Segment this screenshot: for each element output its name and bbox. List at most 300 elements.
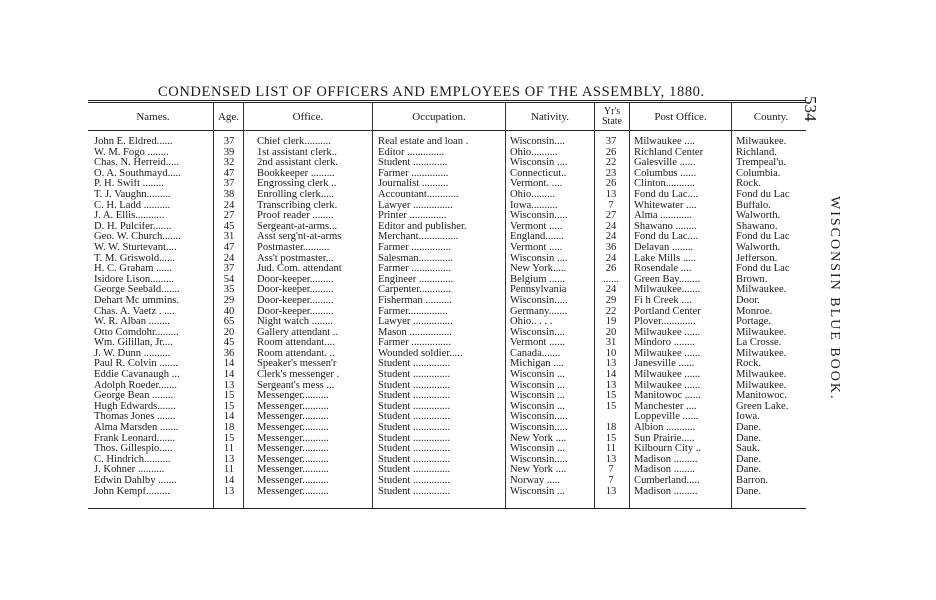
office-cell: Gallery attendant .. <box>257 327 339 338</box>
name-cell: Hugh Edwards....... <box>94 401 176 412</box>
post-office-column <box>634 137 730 497</box>
post-office-cell: Lake Mills ..... <box>634 253 697 264</box>
occupation-cell: Engineer ............. <box>378 274 454 285</box>
name-cell: Thos. Gillespio..... <box>94 444 173 455</box>
county-cell: Fond du Lac <box>736 264 790 275</box>
occupation-cell: Printer .............. <box>378 211 447 222</box>
nativity-cell: Germany....... <box>510 306 568 317</box>
name-cell: P. H. Swift ........ <box>94 179 164 190</box>
occupation-cell: Merchant............... <box>378 232 459 243</box>
occupation-cell: Student .............. <box>378 359 451 370</box>
post-office-cell: Whitewater .... <box>634 200 697 211</box>
occupation-cell: Editor and publisher. <box>378 221 467 232</box>
office-cell: Messenger.......... <box>257 423 329 434</box>
county-cell: Door. <box>736 295 760 306</box>
name-cell: Eddie Cavanaugh ... <box>94 370 180 381</box>
years-cell: 24 <box>605 232 617 243</box>
occupation-cell: Student .............. <box>378 401 451 412</box>
occupation-cell: Student .............. <box>378 486 451 497</box>
county-cell: Richland. <box>736 147 777 158</box>
years-cell: 26 <box>605 264 617 275</box>
name-cell: W. W. Sturtevant.... <box>94 242 177 253</box>
age-cell: 31 <box>223 232 235 243</box>
office-cell: Sergeant-at-arms... <box>257 221 338 232</box>
office-cell: Messenger.......... <box>257 465 329 476</box>
post-office-cell: Delavan ........ <box>634 242 694 253</box>
age-cell: 13 <box>223 454 235 465</box>
age-cell: 13 <box>223 380 235 391</box>
occupation-column <box>378 137 500 497</box>
county-cell: Trempeal'u. <box>736 158 787 169</box>
post-office-cell: Alma ............ <box>634 211 692 222</box>
occupation-cell: Lawyer ............... <box>378 317 453 328</box>
office-cell: Speaker's messen'r <box>257 359 337 370</box>
occupation-cell: Editor .............. <box>378 147 445 158</box>
years-cell: 7 <box>608 465 614 476</box>
occupation-cell: Farmer ............... <box>378 338 451 349</box>
name-cell: Isidore Lison......... <box>94 274 175 285</box>
post-office-cell: Columbus ...... <box>634 168 697 179</box>
nativity-cell: Iowa.......... <box>510 200 558 211</box>
county-cell: Green Lake. <box>736 401 789 412</box>
years-cell: 36 <box>605 242 617 253</box>
age-cell: 47 <box>223 168 235 179</box>
age-cell: 13 <box>223 486 235 497</box>
years-cell: 15 <box>605 391 617 402</box>
years-cell: 24 <box>605 221 617 232</box>
office-cell: Messenger.......... <box>257 401 329 412</box>
office-cell: Messenger.......... <box>257 433 329 444</box>
nativity-cell: Vermont ..... <box>510 242 563 253</box>
page-number: 534 <box>801 96 820 122</box>
years-cell <box>596 412 626 423</box>
post-office-cell: Manchester .... <box>634 401 697 412</box>
post-office-cell: Milwaukee ...... <box>634 370 701 381</box>
years-cell: 13 <box>605 486 617 497</box>
years-cell: 10 <box>605 348 617 359</box>
county-cell: Sauk. <box>736 444 760 455</box>
age-cell: 15 <box>223 401 235 412</box>
top-rule <box>88 100 806 101</box>
office-cell: Room attendant.... <box>257 338 335 349</box>
county-cell: Milwaukee. <box>736 137 787 147</box>
column-divider <box>372 103 373 508</box>
years-cell: 22 <box>605 306 617 317</box>
county-cell: Rock. <box>736 179 762 190</box>
county-cell: Fond du Lac <box>736 189 790 200</box>
office-cell: Room attendant. .. <box>257 348 335 359</box>
age-cell: 36 <box>223 348 235 359</box>
years-cell: 19 <box>605 317 617 328</box>
name-cell: T. M. Griswold...... <box>94 253 176 264</box>
years-cell: 20 <box>605 327 617 338</box>
age-cell: 39 <box>223 147 235 158</box>
county-cell: Fond du Lac <box>736 232 790 243</box>
years-cell: 18 <box>605 423 617 434</box>
post-office-cell: Milwaukee ...... <box>634 380 701 391</box>
name-cell: Adolph Roeder....... <box>94 380 177 391</box>
occupation-cell: Real estate and loan . <box>378 137 469 147</box>
name-cell: J. W. Dunn .......... <box>94 348 171 359</box>
nativity-cell: Wisconsin ... <box>510 401 565 412</box>
running-head: WISCONSIN BLUE BOOK. <box>827 196 842 401</box>
age-cell: 11 <box>223 465 235 476</box>
county-cell: Dane. <box>736 433 761 444</box>
occupation-cell: Student .............. <box>378 465 451 476</box>
post-office-cell: Milwaukee .... <box>634 137 695 147</box>
name-cell: Otto Comdohr......... <box>94 327 179 338</box>
county-cell: Milwaukee. <box>736 380 787 391</box>
office-cell: Enrolling clerk..... <box>257 189 335 200</box>
occupation-cell: Farmer ............... <box>378 242 451 253</box>
office-cell: Door-keeper......... <box>257 306 334 317</box>
age-cell: 14 <box>223 359 235 370</box>
nativity-cell: Belgium ...... <box>510 274 566 285</box>
county-cell: Walworth. <box>736 211 781 222</box>
age-cell: 37 <box>223 264 235 275</box>
age-cell: 37 <box>223 137 235 147</box>
name-cell: W. M. Fogo ........ <box>94 147 169 158</box>
post-office-cell: Milwaukee ...... <box>634 327 701 338</box>
years-cell: 13 <box>605 189 617 200</box>
nativity-cell: Wisconsin ... <box>510 486 565 497</box>
age-cell: 18 <box>223 423 235 434</box>
county-cell: Milwaukee. <box>736 370 787 381</box>
name-cell: George Bean ........ <box>94 391 174 402</box>
occupation-cell: Student ............. <box>378 158 448 169</box>
years-cell: 24 <box>605 285 617 296</box>
nativity-cell: Wisconsin .... <box>510 253 568 264</box>
header-rule <box>88 130 806 131</box>
name-cell: Geo. W. Church....... <box>94 232 181 243</box>
age-cell: 45 <box>223 221 235 232</box>
post-office-cell: Portland Center <box>634 306 701 317</box>
nativity-cell: Wisconsin..... <box>510 454 568 465</box>
header-occupation: Occupation. <box>412 111 466 123</box>
name-cell: W. R. Alban ........ <box>94 317 170 328</box>
occupation-cell: Student .............. <box>378 412 451 423</box>
age-cell: 32 <box>223 158 235 169</box>
occupation-cell: Carpenter............ <box>378 285 451 296</box>
age-cell: 15 <box>223 433 235 444</box>
occupation-cell: Mason ................ <box>378 327 452 338</box>
post-office-cell: Sun Prairie..... <box>634 433 695 444</box>
post-office-cell: Plover............. <box>634 317 696 328</box>
name-cell: Frank Leonard....... <box>94 433 176 444</box>
office-cell: Postmaster.......... <box>257 242 330 253</box>
nativity-cell: New York .... <box>510 465 567 476</box>
office-cell: Proof reader ........ <box>257 211 334 222</box>
office-cell: Chief clerk.......... <box>257 137 331 147</box>
occupation-cell: Fisherman .......... <box>378 295 452 306</box>
occupation-cell: Farmer............... <box>378 306 448 317</box>
county-cell: Milwaukee. <box>736 327 787 338</box>
occupation-cell: Student .............. <box>378 370 451 381</box>
nativity-cell: New York..... <box>510 264 567 275</box>
nativity-cell: England....... <box>510 232 564 243</box>
post-office-cell: Janesville ...... <box>634 359 695 370</box>
occupation-cell: Student .............. <box>378 433 451 444</box>
post-office-cell: Shawano ........ <box>634 221 697 232</box>
name-cell: H. C. Graham ...... <box>94 264 172 275</box>
nativity-cell: Vermont. .... <box>510 179 563 190</box>
years-cell: 26 <box>605 179 617 190</box>
nativity-cell: Wisconsin ... <box>510 370 565 381</box>
name-cell: Chas. N. Herreid..... <box>94 158 180 169</box>
age-cell: 38 <box>223 189 235 200</box>
nativity-cell: Wisconsin..... <box>510 295 568 306</box>
office-cell: Clerk's messenger . <box>257 370 340 381</box>
office-cell: Messenger.......... <box>257 412 329 423</box>
age-cell: 14 <box>223 370 235 381</box>
occupation-cell: Student .............. <box>378 454 451 465</box>
column-divider <box>731 103 732 508</box>
post-office-cell: Madison ........ <box>634 465 695 476</box>
name-cell: C. Hindrich.......... <box>94 454 171 465</box>
age-cell: 47 <box>223 242 235 253</box>
years-cell: 7 <box>608 476 614 486</box>
nativity-cell: Wisconsin .... <box>510 158 568 169</box>
county-cell: Buffalo. <box>736 200 771 211</box>
occupation-cell: Student .............. <box>378 423 451 434</box>
office-cell: Door-keeper......... <box>257 295 334 306</box>
nativity-cell: Wisconsin.... <box>510 137 565 147</box>
name-cell: John E. Eldred...... <box>94 137 173 147</box>
name-cell: George Seebald....... <box>94 285 180 296</box>
post-office-cell: Mindoro ........ <box>634 338 695 349</box>
name-cell: D. H. Pulcifer....... <box>94 221 172 232</box>
occupation-cell: Journalist .......... <box>378 179 449 190</box>
age-cell: 27 <box>223 211 235 222</box>
office-cell: Sergeant's mess ... <box>257 380 335 391</box>
names-column <box>94 137 214 497</box>
years-cell: 14 <box>605 370 617 381</box>
county-cell: Brown. <box>736 274 768 285</box>
years-cell: 22 <box>605 158 617 169</box>
years-cell: 23 <box>605 168 617 179</box>
header-county: County. <box>753 111 789 123</box>
office-column <box>257 137 369 497</box>
nativity-cell: Wisconsin..... <box>510 423 568 434</box>
county-cell: Jefferson. <box>736 253 778 264</box>
nativity-cell: Connecticut.. <box>510 168 567 179</box>
county-cell: Walworth. <box>736 242 781 253</box>
office-cell: Messenger.......... <box>257 391 329 402</box>
years-cell: 37 <box>605 137 617 147</box>
office-cell: Night watch ........ <box>257 317 333 328</box>
post-office-cell: Fi h Creek .... <box>634 295 692 306</box>
office-cell: Bookkeeper ......... <box>257 168 335 179</box>
nativity-cell: Wisconsin.... <box>510 327 565 338</box>
nativity-cell: Ohio.. . . . <box>510 317 553 328</box>
age-cell: 14 <box>223 412 235 423</box>
post-office-cell: Galesville ...... <box>634 158 696 169</box>
occupation-cell: Salesman............. <box>378 253 454 264</box>
post-office-cell: Kilbourn City .. <box>634 444 702 455</box>
age-column <box>218 137 240 497</box>
header-nativity: Nativity. <box>530 111 570 123</box>
years-cell: 15 <box>605 433 617 444</box>
occupation-cell: Farmer ............... <box>378 264 451 275</box>
post-office-cell: Fond du Lac.... <box>634 189 699 200</box>
office-cell: 1st assistant clerk.. <box>257 147 338 158</box>
county-column <box>736 137 812 497</box>
years-cell: 26 <box>605 147 617 158</box>
office-cell: Door-keeper......... <box>257 285 334 296</box>
post-office-cell: Albion ........... <box>634 423 696 434</box>
header-office: Office. <box>292 111 324 123</box>
county-cell: La Crosse. <box>736 338 782 349</box>
name-cell: Edwin Dahlby ....... <box>94 476 177 486</box>
occupation-cell: Student .............. <box>378 380 451 391</box>
name-cell: John Kempf......... <box>94 486 170 497</box>
office-cell: Messenger.......... <box>257 454 329 465</box>
post-office-cell: Green Bay........ <box>634 274 701 285</box>
county-cell: Rock. <box>736 359 762 370</box>
years-cell: 13 <box>605 380 617 391</box>
office-cell: Engrossing clerk .. <box>257 179 337 190</box>
post-office-cell: Loppeville ...... <box>634 412 699 423</box>
county-cell: Milwaukee. <box>736 348 787 359</box>
age-cell: 20 <box>223 327 235 338</box>
years-cell: 11 <box>605 444 617 455</box>
nativity-cell: Wisconsin ... <box>510 380 565 391</box>
office-cell: Jud. Com. attendant <box>257 264 342 275</box>
header-age: Age. <box>217 111 240 123</box>
occupation-cell: Wounded soldier..... <box>378 348 463 359</box>
name-cell: O. A. Southmayd..... <box>94 168 181 179</box>
years-cell: 24 <box>605 253 617 264</box>
county-cell: Manitowoc. <box>736 391 787 402</box>
name-cell: Wm. Gilillan, Jr.... <box>94 338 173 349</box>
office-cell: Ass't postmaster... <box>257 253 334 264</box>
nativity-cell: Pennsylvania <box>510 285 567 296</box>
years-cell: 7 <box>608 200 614 211</box>
bottom-rule <box>88 508 806 509</box>
nativity-cell: New York .... <box>510 433 567 444</box>
header-names: Names. <box>136 111 170 123</box>
county-cell: Columbia. <box>736 168 781 179</box>
age-cell: 11 <box>223 444 235 455</box>
nativity-cell: Norway ..... <box>510 476 561 486</box>
top-rule-heavy <box>88 102 806 103</box>
post-office-cell: Madison ......... <box>634 454 698 465</box>
occupation-cell: Student .............. <box>378 444 451 455</box>
years-cell: ...... <box>603 274 619 285</box>
header-years-in-state: Yr's State <box>602 106 622 127</box>
county-cell: Portage. <box>736 317 772 328</box>
nativity-column <box>510 137 592 497</box>
post-office-cell: Manitowoc ...... <box>634 391 701 402</box>
county-cell: Monroe. <box>736 306 773 317</box>
post-office-cell: Rosendale .... <box>634 264 692 275</box>
post-office-cell: Milwaukee ...... <box>634 348 701 359</box>
name-cell: T. J. Vaughn......... <box>94 189 171 200</box>
county-cell: Milwaukee. <box>736 285 787 296</box>
county-cell: Shawano. <box>736 221 778 232</box>
name-cell: Thomas Jones ....... <box>94 412 176 423</box>
post-office-cell: Milwaukee....... <box>634 285 701 296</box>
county-cell: Iowa. <box>736 412 760 423</box>
age-cell: 14 <box>223 476 235 486</box>
name-cell: Alma Marsden ....... <box>94 423 179 434</box>
column-divider <box>594 103 595 508</box>
age-cell: 29 <box>223 295 235 306</box>
office-cell: Messenger.......... <box>257 444 329 455</box>
nativity-cell: Ohio.......... <box>510 147 558 158</box>
nativity-cell: Ohio......... <box>510 189 556 200</box>
office-cell: 2nd assistant clerk. <box>257 158 338 169</box>
age-cell: 37 <box>223 179 235 190</box>
office-cell: Messenger.......... <box>257 476 329 486</box>
occupation-cell: Lawyer ............... <box>378 200 453 211</box>
years-cell: 29 <box>605 295 617 306</box>
name-cell: J. A. Ellis........... <box>94 211 165 222</box>
post-office-cell: Cumberland..... <box>634 476 700 486</box>
years-cell: 13 <box>605 359 617 370</box>
years-column <box>596 137 626 497</box>
age-cell: 45 <box>223 338 235 349</box>
county-cell: Dane. <box>736 423 761 434</box>
post-office-cell: Richland Center <box>634 147 704 158</box>
years-cell: 27 <box>605 211 617 222</box>
age-cell: 35 <box>223 285 235 296</box>
nativity-cell: Vermont ..... <box>510 221 563 232</box>
office-cell: Transcribing clerk. <box>257 200 338 211</box>
nativity-cell: Michigan .... <box>510 359 564 370</box>
county-cell: Barron. <box>736 476 769 486</box>
office-cell: Asst serg'nt-at-arms <box>257 232 342 243</box>
nativity-cell: Wisconsin ... <box>510 444 565 455</box>
occupation-cell: Accountant............ <box>378 189 459 200</box>
occupation-cell: Farmer .............. <box>378 168 449 179</box>
header-post-office: Post Office. <box>654 111 707 123</box>
column-divider <box>505 103 506 508</box>
occupation-cell: Student .............. <box>378 476 451 486</box>
page-title: CONDENSED LIST OF OFFICERS AND EMPLOYEES OF THE ASSEMBLY, 1880. <box>158 84 705 100</box>
office-cell: Door-keeper......... <box>257 274 334 285</box>
name-cell: Paul R. Colvin ....... <box>94 359 178 370</box>
nativity-cell: Wisconsin..... <box>510 412 568 423</box>
occupation-cell: Student .............. <box>378 391 451 402</box>
age-cell: 24 <box>223 253 235 264</box>
age-cell: 24 <box>223 200 235 211</box>
nativity-cell: Vermont ...... <box>510 338 566 349</box>
post-office-cell: Fond du Lac.... <box>634 232 699 243</box>
name-cell: J. Kohner .......... <box>94 465 165 476</box>
years-cell: 15 <box>605 401 617 412</box>
county-cell: Dane. <box>736 486 761 497</box>
age-cell: 65 <box>223 317 235 328</box>
county-cell: Dane. <box>736 465 761 476</box>
nativity-cell: Wisconsin..... <box>510 211 568 222</box>
nativity-cell: Canada....... <box>510 348 561 359</box>
post-office-cell: Madison ......... <box>634 486 698 497</box>
name-cell: Chas. A. Vaetz . .... <box>94 306 175 317</box>
column-divider <box>629 103 630 508</box>
age-cell: 54 <box>223 274 235 285</box>
post-office-cell: Clinton........... <box>634 179 695 190</box>
name-cell: Dehart Mc ummins. <box>94 295 180 306</box>
age-cell: 15 <box>223 391 235 402</box>
office-cell: Messenger.......... <box>257 486 329 497</box>
name-cell: C. H. Ladd .......... <box>94 200 171 211</box>
years-cell: 31 <box>605 338 617 349</box>
nativity-cell: Wisconsin ... <box>510 391 565 402</box>
years-cell: 13 <box>605 454 617 465</box>
county-cell: Dane. <box>736 454 761 465</box>
column-divider <box>243 103 244 508</box>
